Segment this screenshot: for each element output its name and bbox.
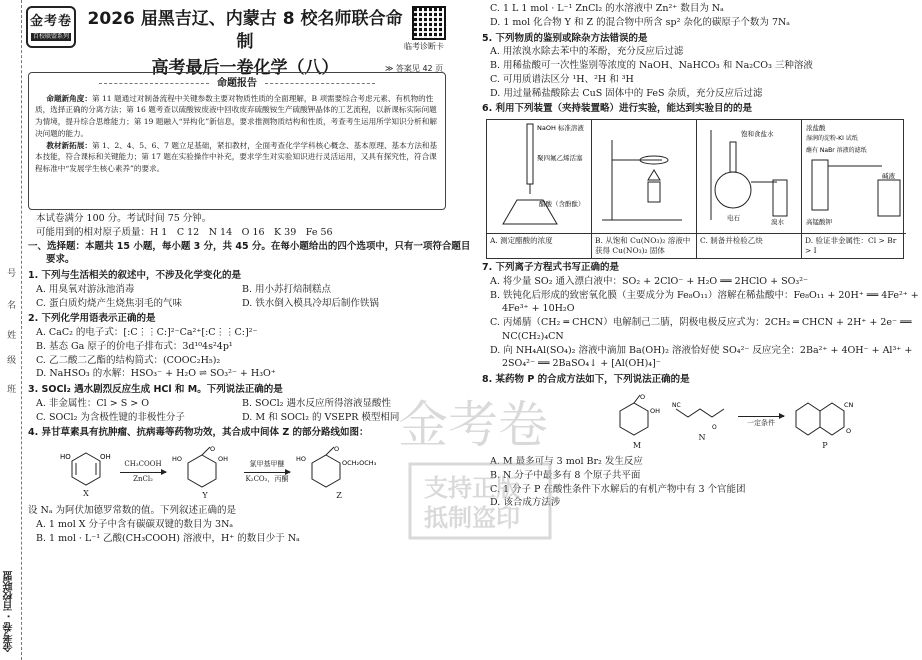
acetylene-apparatus-diagram (697, 120, 801, 228)
molecule-n-label: N (698, 432, 706, 442)
gutter-label: 姓 (5, 330, 16, 339)
arrow-2-condition: K₂CO₃，丙酮 (245, 474, 289, 483)
option-c[interactable]: C. 蛋白质灼烧产生烧焦羽毛的气味 (36, 297, 182, 309)
label-bromine: 溴水 (771, 218, 784, 227)
apparatus-table (486, 119, 904, 259)
option-d[interactable]: D. 向 NH₄Al(SO₄)₂ 溶液中滴加 Ba(OH)₂ 溶液恰好使 SO₄²⁻ 反应完全：2Ba²⁺ + 4OH⁻ + Al³⁺ + (490, 344, 913, 356)
option-b[interactable]: B. 1 mol · L⁻¹ 乙酸(CH₃COOH) 溶液中，H⁺ 的数目少于 Nₐ (36, 532, 300, 544)
molecule-y-structure (172, 443, 238, 491)
svg-text:OH: OH (100, 452, 111, 461)
svg-text:O: O (334, 444, 340, 453)
caption-d: D. 验证非金属性：Cl > Br > I (802, 233, 906, 258)
question-5 (482, 32, 912, 101)
option-a[interactable]: A. 1 mol X 分子中含有碳碳双键的数目为 3Nₐ (36, 519, 234, 531)
molecule-x-structure (58, 445, 114, 489)
evaporating-dish-diagram (592, 120, 696, 228)
molecule-p-label: P (822, 440, 828, 450)
page-title (80, 8, 410, 80)
question-stem: 8. 某药物 P 的合成方法如下，下列说法正确的是 (482, 374, 690, 386)
apparatus-a[interactable] (487, 120, 592, 258)
logo-main-text: 金考卷 (29, 14, 72, 30)
option-b[interactable]: B. 用稀盐酸可一次性鉴别等浓度的 NaOH、NaHCO₃ 和 Na₂CO₃ 三种溶液 (490, 60, 813, 72)
option-c[interactable]: C. 乙二酸二乙酯的结构简式：(COOC₂H₅)₂ (36, 354, 221, 366)
title-line-1: 2026 届黑吉辽、内蒙古 8 校名师联合命制 (87, 9, 403, 52)
report-p2-head: 教材新拓展： (46, 140, 92, 150)
option-c[interactable]: C. SOCl₂ 为含极性键的非极性分子 (36, 411, 185, 423)
option-a[interactable]: A. 用浓溴水除去苯中的苯酚，充分反应后过滤 (490, 46, 684, 58)
molecule-m-label: M (632, 440, 642, 450)
option-b[interactable]: B. 用小苏打焙制糕点 (242, 283, 332, 295)
question-7 (482, 261, 919, 371)
option-d[interactable]: D. NaHSO₃ 的水解：HSO₃⁻ + H₂O ⇌ SO₃²⁻ + H₃O⁺ (36, 368, 276, 380)
apparatus-b[interactable] (592, 120, 697, 258)
atomic-masses: 可能用到的相对原子质量：H 1 C 12 N 14 O 16 K 39 Fe 56 (36, 226, 333, 238)
qr-code-icon[interactable] (412, 6, 446, 40)
report-box (28, 72, 446, 210)
svg-text:O: O (712, 423, 717, 431)
label-ki-paper: 湿润的淀粉-KI 试纸 (806, 135, 858, 143)
molecule-z (296, 443, 382, 502)
molecule-x-label: X (83, 488, 89, 498)
qr-label: 临考诊断卡 (404, 42, 444, 51)
svg-text:OCH₂OCH₃: OCH₂OCH₃ (342, 458, 377, 467)
option-a[interactable]: A. 将少量 SO₂ 通入漂白液中：SO₂ + 2ClO⁻ + H₂O ══ 2HClO + SO₃²⁻ (490, 275, 809, 287)
watermark-brand: 金考卷 (398, 396, 548, 454)
question-stem: 3. SOCl₂ 遇水剧烈反应生成 HCl 和 M。下列说法正确的是 (28, 384, 283, 396)
reaction-arrow-p (738, 414, 784, 428)
option-a[interactable]: A. 用臭氧对游泳池消毒 (36, 283, 135, 295)
label-carbide: 电石 (727, 214, 740, 223)
watermark-line-2: 抵制盗印 (424, 504, 520, 532)
binding-gutter (0, 0, 22, 660)
molecule-n-structure (672, 399, 732, 433)
label-kmno4: 高锰酸钾 (806, 218, 832, 227)
arrow-1-catalyst: ZnCl₂ (133, 474, 153, 483)
watermark-line-1: 支持正版 (424, 474, 520, 502)
gutter-label: 级 (5, 355, 16, 364)
option-c[interactable]: C. 1 分子 P 在酸性条件下水解后的有机产物中有 3 个官能团 (490, 483, 746, 495)
question-stem: 7. 下列离子方程式书写正确的是 (482, 262, 620, 274)
molecule-n (672, 399, 732, 444)
label-ptfe: 聚四氟乙烯活塞 (537, 154, 583, 163)
caption-b: B. 从饱和 Cu(NO₃)₂ 溶液中获得 Cu(NO₃)₂ 固体 (592, 233, 696, 258)
option-b[interactable]: B. N 分子中最多有 8 个原子共平面 (490, 469, 641, 481)
question-stem: 4. 异甘草素具有抗肿瘤、抗病毒等药物功效，其合成中间体 Z 的部分路线如图： (28, 427, 369, 439)
molecule-m (612, 391, 662, 452)
option-d[interactable]: D. 铁水倒入模具冷却后制作铁锅 (242, 297, 379, 309)
option-c[interactable]: C. 1 L 1 mol · L⁻¹ ZnCl₂ 的水溶液中 Zn²⁺ 数目为 Nₐ (490, 3, 724, 14)
molecule-x (58, 445, 114, 500)
report-p1-head: 命题新角度： (46, 93, 92, 103)
molecule-z-structure (296, 443, 382, 491)
halogen-apparatus-diagram (802, 120, 906, 228)
gutter-brand: 金考卷 · 百校联盟 (4, 571, 15, 652)
question-6 (482, 102, 912, 259)
logo-sub-text: 百校联盟系列 (32, 32, 69, 40)
svg-text:NC: NC (672, 401, 681, 409)
anti-piracy-watermark (388, 380, 568, 550)
question-stem: 2. 下列化学用语表示正确的是 (28, 313, 156, 325)
caption-a: A. 测定醋酸的浓度 (487, 233, 591, 258)
synthesis-p (612, 389, 912, 453)
section-title-cont: 要求。 (46, 254, 75, 266)
option-d[interactable]: D. M 和 SOCl₂ 的 VSEPR 模型相同 (242, 411, 400, 423)
gutter-label: 名 (5, 300, 16, 309)
option-c[interactable]: C. 丙烯腈（CH₂ ═ CHCN）电解制己二腈，阴极电极反应式为：2CH₂ ═ CHCN + 2H⁺ + 2e⁻ ══ (490, 317, 912, 329)
svg-text:HO: HO (172, 454, 183, 463)
option-c[interactable]: C. 可用质谱法区分 ¹H、²H 和 ³H (490, 73, 634, 85)
option-b[interactable]: B. 基态 Ga 原子的价电子排布式：3d¹⁰4s²4p¹ (36, 340, 233, 352)
option-b[interactable]: B. SOCl₂ 遇水反应所得溶液显酸性 (242, 397, 391, 409)
brand-logo (26, 6, 76, 48)
molecule-m-structure (612, 391, 662, 441)
option-d[interactable]: D. 该合成方法涉 (490, 497, 561, 509)
burette-flask-diagram (487, 120, 591, 228)
reaction-arrow-2 (244, 460, 290, 484)
question-1 (28, 269, 448, 310)
caption-c: C. 制备并检验乙炔 (697, 233, 801, 258)
apparatus-d[interactable] (802, 120, 906, 258)
svg-text:HO: HO (60, 452, 71, 461)
apparatus-c[interactable] (697, 120, 802, 258)
svg-text:HO: HO (296, 454, 307, 463)
report-p2-text: 第 1、2、4、5、6、7 题立足基础，紧扣教材，全面考查化学学科核心概念、基本原理、基本方法和基本技能，符合课标和关键能力；第 17 题在实验操作中补充，要求学生对实验知识进行灵活运用，又具有探究性，符合课程标准中“发展学生核心素养”的要求。 (35, 140, 438, 174)
question-stem: 6. 利用下列装置（夹持装置略）进行实验，能达到实验目的的是 (482, 103, 753, 115)
svg-text:O: O (210, 444, 216, 453)
left-column (28, 212, 471, 546)
svg-text:CN: CN (844, 400, 854, 409)
gutter-label: 号 (5, 268, 16, 277)
question-note: 设 Nₐ 为阿伏加德罗常数的值。下列叙述正确的是 (28, 505, 237, 517)
label-brine: 饱和食盐水 (741, 130, 774, 139)
option-d-cont: 2SO₄²⁻ ══ 2BaSO₄↓ + [Al(OH)₄]⁻ (502, 358, 661, 370)
label-alkali: 碱液 (882, 172, 895, 181)
report-paragraph-2 (35, 140, 439, 175)
svg-text:OH: OH (218, 454, 229, 463)
option-b-cont: 4Fe³⁺ + 10H₂O (502, 303, 575, 315)
molecule-p-structure (790, 391, 860, 441)
report-title: 命题报告 (35, 77, 439, 91)
arrow-2-reagent: 氯甲基甲醚 (249, 460, 285, 469)
option-c-cont: NC(CH₂)₄CN (502, 330, 564, 342)
option-a[interactable]: A. M 最多可与 3 mol Br₂ 发生反应 (490, 456, 643, 468)
score-info: 本试卷满分 100 分。考试时间 75 分钟。 (36, 213, 212, 224)
molecule-z-label: Z (336, 490, 342, 500)
question-stem: 1. 下列与生活相关的叙述中，不涉及化学变化的是 (28, 270, 242, 282)
arrow-1-reagent: CH₃COOH (124, 460, 162, 469)
svg-text:OH: OH (650, 406, 661, 415)
molecule-y-label: Y (202, 490, 208, 500)
report-paragraph-1 (35, 93, 439, 140)
option-a[interactable]: A. 非金属性：Cl > S > O (36, 397, 150, 409)
option-b[interactable]: B. 铁钝化后形成的致密氧化膜（主要成分为 Fe₈O₁₁）溶解在稀盐酸中：Fe₈O₁₁ + 20H⁺ ══ 4Fe²⁺ + (490, 289, 919, 301)
report-p1-text: 第 11 题通过对制备流程中关键参数主要对物质性质的全面理解，B 项需要综合考虑元素、有机物的性质，选择正确的分离方法；第 16 题考查以硫酸铵废液中回收废弃硫酸铵生产硫酸钾晶体的工艺流程，以新课标实际问题为情境，提升综合思维能力；第 19 题融入“异构化”新信息，要求推测物质结构和性质，考查考生运用所学知识分析和解决问题的能力。 (35, 93, 437, 138)
reaction-arrow-1 (120, 460, 166, 484)
label-acetic: 醋酸（含酚酞） (539, 200, 585, 209)
question-stem: 5. 下列物质的鉴别或除杂方法错误的是 (482, 32, 648, 44)
option-d[interactable]: D. 1 mol 化合物 Y 和 Z 的混合物中所含 sp² 杂化的碳原子个数为 7Nₐ (490, 16, 790, 28)
question-4 (28, 426, 448, 545)
question-2 (28, 312, 448, 381)
section-title: 一、选择题：本题共 15 小题，每小题 3 分，共 45 分。在每小题给出的四个选项中，只有一项符合题目 (28, 240, 471, 252)
question-3 (28, 383, 448, 424)
arrow-condition: 一定条件 (747, 418, 775, 427)
molecule-y (172, 443, 238, 502)
option-d[interactable]: D. 用过量稀盐酸除去 CuS 固体中的 FeS 杂质，充分反应后过滤 (490, 87, 763, 99)
label-nabr: 蘸有 NaBr 溶液的滤纸 (806, 147, 867, 155)
svg-text:O: O (640, 392, 646, 401)
label-naoh: NaOH 标准溶液 (537, 124, 584, 133)
svg-text:O: O (846, 426, 852, 435)
option-a[interactable]: A. CaC₂ 的电子式：[:C⋮⋮C:]²⁻Ca²⁺[:C⋮⋮C:]²⁻ (36, 327, 258, 339)
answer-reference: ≫ 答案见 42 页 (385, 64, 444, 73)
watermark-graphic (388, 380, 568, 550)
molecule-p (790, 391, 860, 452)
label-hcl: 浓盐酸 (806, 124, 826, 133)
gutter-label: 班 (5, 384, 16, 393)
title-line-2: 高考最后一卷化学（八） (151, 57, 339, 78)
